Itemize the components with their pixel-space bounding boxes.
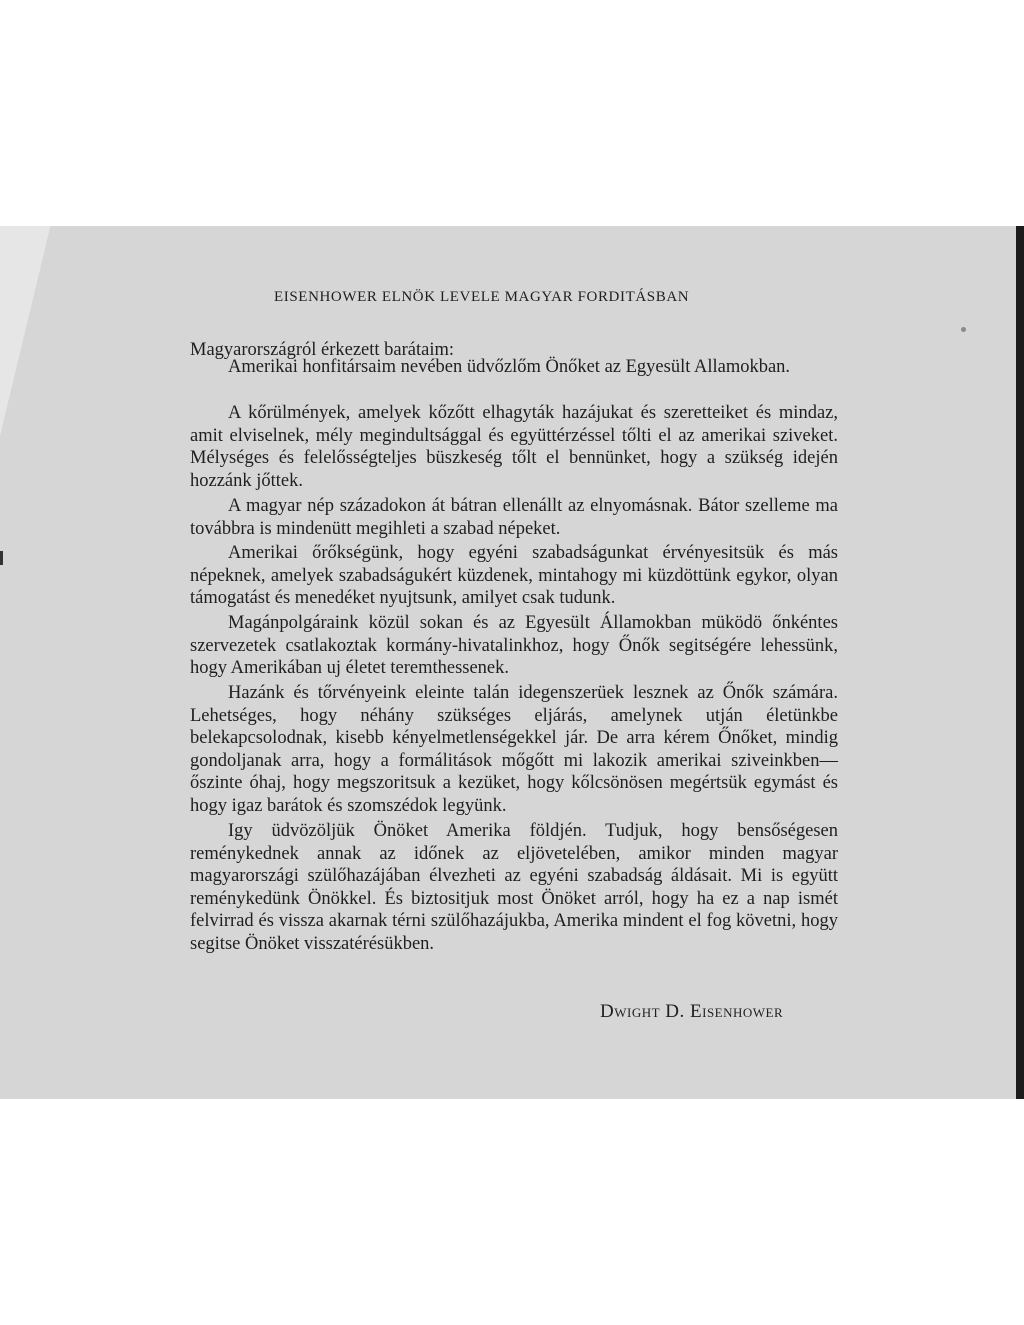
paragraph-5: Magánpolgáraink közül sokan és az Egyesült Államokban müködö őnkéntes szervezetek csatlakoztak kormány-hivatalinkhoz, hogy Őnők segitségére lehessünk, hogy Amerikában uj életet teremthessenek. xyxy=(190,613,838,679)
paragraph-7: Igy üdvözöljük Önöket Amerika földjén. Tudjuk, hogy bensőségesen reménykednek annak az időnek az eljövetelében, amikor minden magyar magyarországi szülőhazájában élvezheti az egyéni szabadság áldásait. Mi is együtt reménykedünk Önökkel. És biztositjuk most Önöket arról, hogy ha ez a nap ismét felvirrad és vissza akarnak térni szülőhazájukba, Amerika mindent el fog követni, hogy segitse Önöket visszatérésükben. xyxy=(190,821,838,954)
scanned-page xyxy=(0,226,1024,1099)
paragraph-1: Amerikai honfitársaim nevében üdvőzlőm Önőket az Egyesült Allamokban. xyxy=(228,357,791,377)
scan-mark xyxy=(0,551,3,565)
letter-salutation: Magyarországról érkezett barátaim: xyxy=(190,340,455,360)
paragraph-2: A kőrülmények, amelyek kőzőtt elhagyták hazájukat és szeretteiket és mindaz, amit elviselnek, mély megindultsággal és együttérzéssel tőlti el az amerikai sziveket. Mélységes és felelősségteljes büszkeség tőlt el bennünket, hogy a szükség idején hozzánk jőttek. xyxy=(190,403,838,491)
letter-heading: EISENHOWER ELNÖK LEVELE MAGYAR FORDITÁSBAN xyxy=(274,289,690,305)
paragraph-3: A magyar nép századokon át bátran ellenállt az elnyomásnak. Bátor szelleme ma továbbra is mindenütt megihleti a szabad népeket. xyxy=(190,496,838,539)
scan-speck xyxy=(961,327,966,332)
paragraph-4: Amerikai őrőkségünk, hogy egyéni szabadságunkat érvényesitsük és más népeknek, amelyek szabadságukért küzdenek, mintahogy mi küzdöttünk egykor, olyan támogatást és menedéket nyujtsunk, amilyet csak tudunk. xyxy=(190,543,838,609)
paragraph-6: Hazánk és tőrvényeink eleinte talán idegenszerüek lesznek az Őnők számára. Lehetséges, hogy néhány szükséges eljárás, amelynek utján életünkbe belekapcsolodnak, kisebb kényelmetlenségekkel jár. De arra kérem Őnőket, mindig gondoljanak arra, hogy a formálitások mőgőtt mi lakozik amerikai sziveinkben—őszinte óhaj, hogy megszoritsuk a kezüket, hogy kőlcsönösen megértsük egymást és hogy igaz barátok és szomszédok legyünk. xyxy=(190,683,838,816)
signature: Dwight D. Eisenhower xyxy=(600,1001,784,1022)
folded-corner xyxy=(0,226,180,436)
page-edge-shadow xyxy=(1016,226,1024,1099)
